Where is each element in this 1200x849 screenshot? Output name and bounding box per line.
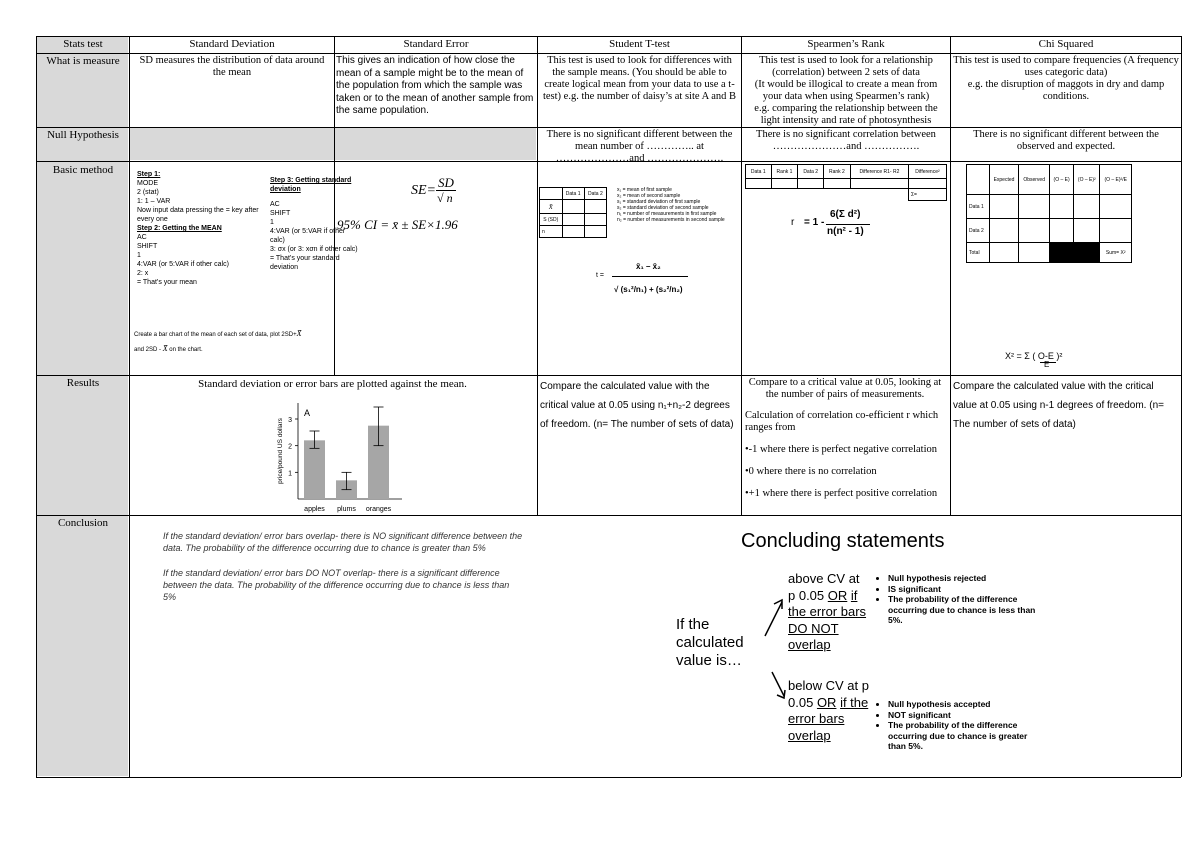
conclusion-bullet: • Null hypothesis accepted bbox=[888, 699, 1038, 710]
results-spearman-line: •+1 where there is perfect positive correlation bbox=[745, 488, 938, 499]
spearman-data-table bbox=[745, 164, 947, 201]
t-formula-lhs: t = bbox=[596, 272, 604, 279]
step1-line: 2 (stat) bbox=[137, 189, 159, 196]
measure-chi-line: This test is used to compare frequencies (A frequency uses categoric data) bbox=[953, 55, 1179, 78]
sd-bar-chart-note bbox=[134, 327, 334, 357]
chi-table-head bbox=[967, 165, 990, 195]
step1-line: Now input data pressing the = key after every one bbox=[137, 207, 259, 223]
header-student-t-test: Student T-test bbox=[609, 38, 670, 50]
grid-line bbox=[129, 36, 130, 777]
measure-chi bbox=[953, 55, 1179, 103]
step1-lines bbox=[137, 179, 267, 224]
chi-table-head: (O – E)²/E bbox=[1100, 165, 1132, 195]
header-stats-test: Stats test bbox=[63, 38, 103, 50]
spearman-table-head: Difference² bbox=[908, 165, 946, 179]
measure-spearman-line: e.g. comparing the relationship between the light intensity and rate of photosynthesis bbox=[754, 103, 938, 126]
below-rest: if the error bars overlap bbox=[788, 694, 869, 743]
step3-line: 1 bbox=[270, 219, 274, 226]
step1-line: 1: 1 – VAR bbox=[137, 198, 171, 205]
panel-label: A bbox=[304, 408, 311, 418]
conclusion-no-overlap: If the standard deviation/ error bars DO NOT overlap- there is a significant difference between the data. The probability of the difference occurring due to chance is less than 5% bbox=[163, 568, 510, 602]
up-arrow-icon bbox=[765, 602, 782, 636]
conclusion-bullet: • Null hypothesis rejected bbox=[888, 573, 1038, 584]
measure-ttest: This test is used to look for differences with the sample means. (You should be able to create logical mean from your data to use a t-test) e.g. the number of daisy’s at site A and B bbox=[542, 55, 737, 102]
header-standard-deviation: Standard Deviation bbox=[189, 38, 275, 50]
step3-line: 3: σx (or 3: xσn if other calc) bbox=[270, 246, 358, 253]
conclusion-bullet: • The probability of the difference occurring due to chance is less than 5%. bbox=[888, 594, 1038, 626]
results-chi: Compare the calculated value with the critical value at 0.05 using n-1 degrees of freedom. (n= The number of sets of data) bbox=[953, 381, 1164, 430]
ttest-legend-line: n₂ = number of measurements in second sample bbox=[617, 217, 725, 223]
concluding-title: Concluding statements bbox=[741, 530, 945, 552]
ttest-legend bbox=[617, 187, 742, 223]
step2-line: 2: x bbox=[137, 270, 149, 277]
chi-table-head: (O – E) bbox=[1049, 165, 1073, 195]
y-axis-label: price/pound US dollars bbox=[277, 418, 284, 484]
t-formula-denominator: √ (s₁²/n₁) + (s₂²/n₂) bbox=[614, 285, 683, 294]
row-label-shade bbox=[37, 54, 128, 776]
grid-line bbox=[36, 36, 37, 777]
below-bullets bbox=[872, 699, 1038, 752]
measure-spearman-line: This test is used to look for a relationship (correlation) between 2 sets of data bbox=[759, 55, 933, 78]
ttest-row-label: n bbox=[540, 226, 563, 238]
conclusion-bullet: • IS significant bbox=[888, 584, 1038, 595]
row-label-basic-method: Basic method bbox=[52, 164, 114, 176]
results-spearman-line: •-1 where there is perfect negative correlation bbox=[745, 444, 937, 455]
ttest-legend-line: x₁ = mean of first sample bbox=[617, 187, 672, 193]
xbar-symbol: X̄ bbox=[296, 329, 302, 338]
spearman-denominator: n(n² - 1) bbox=[827, 226, 864, 237]
bar-apples bbox=[304, 440, 325, 499]
null-chi: There is no significant different between the observed and expected. bbox=[973, 129, 1159, 152]
step2-line: = That’s your mean bbox=[137, 279, 197, 286]
measure-spearman bbox=[744, 55, 948, 127]
grid-line bbox=[36, 375, 1181, 376]
ttest-table-head bbox=[540, 188, 563, 200]
category-label: oranges bbox=[365, 506, 392, 513]
chi-formula-den: E bbox=[1044, 360, 1050, 369]
results-ttest: Compare the calculated value with the critical value at 0.05 using n₁+n₂-2 degrees of freedom. (n= The number of sets of data) bbox=[540, 381, 734, 430]
ci-formula: 95% CI = x̄ ± SE×1.96 bbox=[337, 217, 458, 232]
grid-line bbox=[537, 36, 538, 515]
ttest-legend-line: s₂ = standard deviation of second sample bbox=[617, 205, 709, 211]
chi-table-head: Expected bbox=[989, 165, 1019, 195]
y-tick-label: 2 bbox=[288, 443, 292, 451]
chi-table-head: Observed bbox=[1019, 165, 1050, 195]
above-bullets bbox=[872, 573, 1038, 626]
step2-line: SHIFT bbox=[137, 243, 158, 250]
ttest-row-label: S (SD) bbox=[540, 214, 563, 226]
above-rest: if the error bars DO NOT overlap bbox=[788, 587, 867, 652]
step3-lines bbox=[270, 200, 360, 272]
xbar-symbol: X̄ bbox=[162, 344, 168, 353]
header-chi-squared: Chi Squared bbox=[1038, 38, 1094, 50]
step3-line: 4:VAR (or 5:VAR if other calc) bbox=[270, 228, 346, 244]
step2-lines bbox=[137, 233, 267, 287]
grid-line bbox=[36, 36, 1181, 37]
ttest-legend-line: s₁ = standard deviation of first sample bbox=[617, 199, 701, 205]
above-cv bbox=[788, 571, 870, 654]
results-sd: Standard deviation or error bars are plotted against the mean. bbox=[198, 378, 467, 390]
spearman-numerator: 6(Σ d²) bbox=[830, 209, 861, 220]
results-spearman-line: Compare to a critical value at 0.05, looking at the number of pairs of measurements. bbox=[748, 377, 942, 400]
bar-note-1: Create a bar chart of the mean of each set of data, plot 2SD+ bbox=[134, 332, 297, 338]
grid-line bbox=[36, 515, 1181, 516]
measure-spearman-line: (It would be illogical to create a mean from your data when using Spearmen’s rank) bbox=[754, 79, 938, 102]
spearman-table-head: Data 2 bbox=[798, 165, 824, 179]
measure-chi-line: e.g. the disruption of maggots in dry and damp conditions. bbox=[967, 79, 1165, 102]
null-ttest: There is no significant different between the mean number of ………….. at …………………and …………………. bbox=[546, 129, 733, 164]
step1-line: MODE bbox=[137, 180, 158, 187]
conclusion-overlap: If the standard deviation/ error bars overlap- there is NO significant difference between the data. The probability of the difference occurring due to chance is greater than 5% bbox=[163, 531, 523, 553]
chi-row-label: Total bbox=[967, 243, 990, 263]
measure-sd: SD measures the distribution of data around the mean bbox=[139, 55, 325, 78]
step2-line: 4:VAR (or 5:VAR if other calc) bbox=[137, 261, 229, 268]
step2-line: AC bbox=[137, 234, 147, 241]
category-label: apples bbox=[304, 506, 325, 513]
ttest-data-table bbox=[539, 187, 607, 238]
bar-note-3: on the chart. bbox=[169, 347, 203, 353]
below-cv bbox=[788, 678, 870, 744]
chi-row-label: Data 1 bbox=[967, 195, 990, 219]
step3-line: SHIFT bbox=[270, 210, 291, 217]
down-arrow-icon bbox=[772, 672, 784, 696]
sd-method-steps-1-2 bbox=[137, 170, 267, 287]
null-spearman: There is no significant correlation between …………………and ……………. bbox=[756, 129, 936, 152]
se-formula-numerator: SD bbox=[438, 175, 454, 190]
conclusion-bullet: • NOT significant bbox=[888, 710, 1038, 721]
ttest-row-label: x̄ bbox=[540, 200, 563, 214]
step3-line: AC bbox=[270, 201, 280, 208]
step2-line: 1 bbox=[137, 252, 141, 259]
step1-title: Step 1: bbox=[137, 171, 161, 178]
se-formula-denominator: √ n bbox=[437, 191, 453, 205]
above-or: OR bbox=[827, 587, 848, 603]
ttest-table-head: Data 2 bbox=[584, 188, 606, 200]
header-standard-error: Standard Error bbox=[403, 38, 469, 50]
step2-title: Step 2: Getting the MEAN bbox=[137, 225, 222, 232]
bar-note-2: and 2SD - bbox=[134, 347, 162, 353]
row-label-conclusion: Conclusion bbox=[57, 517, 109, 529]
step3-line: = That’s your standard deviation bbox=[270, 255, 340, 271]
ttest-table-head: Data 1 bbox=[562, 188, 584, 200]
spearman-sum-label: Σ= bbox=[908, 189, 946, 201]
t-formula-numerator: x̄₁ – x̄₂ bbox=[636, 262, 661, 271]
y-tick-label: 1 bbox=[288, 470, 292, 478]
chi-row-label: Data 2 bbox=[967, 219, 990, 243]
above-cv-text: above CV at p 0.05 bbox=[788, 571, 860, 603]
if-calculated-value: If the calculated value is… bbox=[676, 616, 744, 669]
chi-table-head: (O – E)² bbox=[1074, 165, 1100, 195]
spearman-table-head: Rank 1 bbox=[771, 165, 798, 179]
ttest-legend-line: n₁ = number of measurements in first sample bbox=[617, 211, 717, 217]
grid-line bbox=[36, 127, 1181, 128]
spearman-fraction-bar bbox=[826, 224, 870, 225]
chi-sum-cell: Sum= X² bbox=[1100, 243, 1132, 263]
spearman-r-eq: = 1 - bbox=[804, 217, 825, 228]
y-tick-label: 3 bbox=[288, 417, 292, 424]
grid-line bbox=[36, 777, 1181, 778]
se-formula-lhs: SE= bbox=[411, 183, 436, 198]
row-label-null-hypothesis: Null Hypothesis bbox=[47, 129, 119, 141]
grid-line bbox=[36, 53, 1181, 54]
below-or: OR bbox=[816, 694, 837, 710]
error-bar-chart bbox=[270, 395, 410, 515]
step3-title: Step 3: Getting standard deviation bbox=[270, 177, 352, 193]
below-cv-text: below CV at p 0.05 bbox=[788, 678, 869, 710]
row-label-results: Results bbox=[66, 377, 100, 389]
ttest-legend-line: x₂ = mean of second sample bbox=[617, 193, 681, 199]
row-label-measure: What is measure bbox=[46, 55, 120, 67]
t-fraction-bar bbox=[612, 276, 688, 277]
spearman-table-head: Data 1 bbox=[746, 165, 772, 179]
spearman-table-head: Rank 2 bbox=[823, 165, 850, 179]
grid-line bbox=[741, 36, 742, 515]
results-spearman-line: Calculation of correlation co-efficient r which ranges from bbox=[745, 410, 939, 433]
arrows bbox=[760, 594, 790, 704]
spearman-r: r bbox=[791, 217, 795, 228]
measure-se: This gives an indication of how close the mean of a sample might be to the mean of the population from which the sample was taken or to the mean of another sample from the same population. bbox=[336, 55, 534, 116]
header-spearmans-rank: Spearmen’s Rank bbox=[807, 38, 885, 50]
spearman-table-head: Difference R1- R2 bbox=[850, 165, 908, 179]
null-shade-sd-se bbox=[130, 128, 536, 160]
category-label: plums bbox=[337, 506, 356, 513]
grid-line bbox=[950, 36, 951, 515]
conclusion-bullet: • The probability of the difference occurring due to chance is greater than 5%. bbox=[888, 720, 1038, 752]
grid-line bbox=[1181, 36, 1182, 777]
results-spearman-line: •0 where there is no correlation bbox=[745, 466, 877, 477]
results-spearman bbox=[745, 377, 945, 500]
chi-data-table bbox=[966, 164, 1132, 263]
chi-formula: X² = Σ ( O-E )² bbox=[1005, 351, 1063, 361]
